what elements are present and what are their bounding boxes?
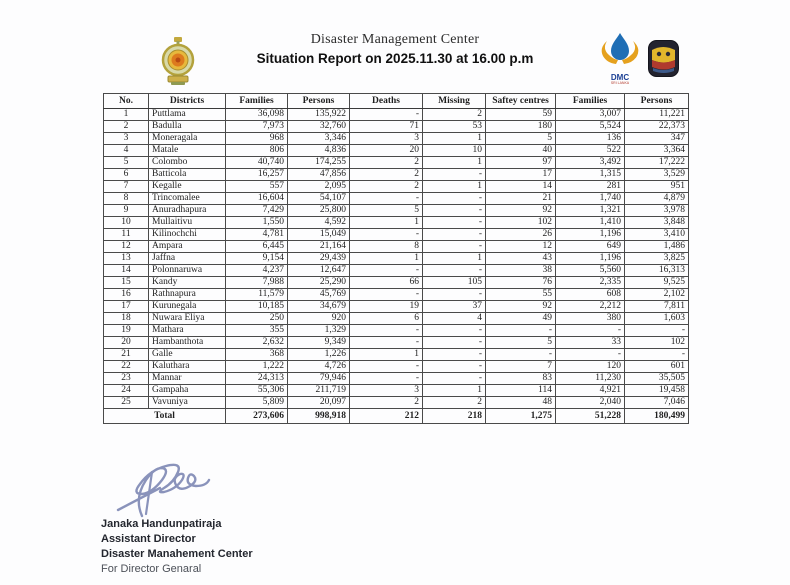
value-cell: -	[556, 349, 625, 361]
value-cell: 5	[486, 337, 556, 349]
row-number-cell: 21	[104, 349, 149, 361]
value-cell: 114	[486, 385, 556, 397]
value-cell: 1	[350, 349, 423, 361]
value-cell: -	[350, 337, 423, 349]
row-number-cell: 17	[104, 301, 149, 313]
row-number-cell: 10	[104, 217, 149, 229]
district-cell: Batticola	[149, 169, 226, 181]
value-cell: 1	[423, 133, 486, 145]
value-cell: -	[423, 337, 486, 349]
table-row	[104, 181, 689, 193]
table-row	[104, 121, 689, 133]
table-row	[104, 229, 689, 241]
value-cell: -	[423, 229, 486, 241]
table-row	[104, 133, 689, 145]
value-cell: 1,196	[556, 229, 625, 241]
value-cell: 174,255	[288, 157, 350, 169]
value-cell: 66	[350, 277, 423, 289]
signature-block	[101, 517, 253, 577]
table-row	[104, 385, 689, 397]
value-cell: 36,098	[226, 109, 288, 121]
district-cell: Jaffna	[149, 253, 226, 265]
value-cell: 4,592	[288, 217, 350, 229]
table-row	[104, 253, 689, 265]
value-cell: 19,458	[625, 385, 689, 397]
row-number-cell: 1	[104, 109, 149, 121]
value-cell: 2	[350, 157, 423, 169]
value-cell: 7,988	[226, 277, 288, 289]
value-cell: 355	[226, 325, 288, 337]
value-cell: 8	[350, 241, 423, 253]
value-cell: -	[625, 349, 689, 361]
value-cell: 2,632	[226, 337, 288, 349]
district-cell: Vavuniya	[149, 397, 226, 409]
value-cell: 5,809	[226, 397, 288, 409]
situation-table-wrap	[103, 93, 689, 424]
table-row	[104, 109, 689, 121]
row-number-cell: 12	[104, 241, 149, 253]
value-cell: 2	[423, 397, 486, 409]
value-cell: 4,781	[226, 229, 288, 241]
value-cell: 21,164	[288, 241, 350, 253]
total-label-cell: Total	[104, 409, 226, 424]
value-cell: 37	[423, 301, 486, 313]
value-cell: 43	[486, 253, 556, 265]
value-cell: 1,315	[556, 169, 625, 181]
signatory-name: Janaka Handunpatiraja	[101, 518, 222, 530]
district-cell: Matale	[149, 145, 226, 157]
value-cell: 250	[226, 313, 288, 325]
value-cell: 11,230	[556, 373, 625, 385]
value-cell: 368	[226, 349, 288, 361]
value-cell: 4,237	[226, 265, 288, 277]
total-value-cell: 1,275	[486, 409, 556, 424]
signatory-org: Disaster Manahement Center	[101, 548, 253, 560]
value-cell: 79,946	[288, 373, 350, 385]
table-total-row	[104, 409, 689, 424]
value-cell: 3,346	[288, 133, 350, 145]
column-header: Families	[556, 94, 625, 109]
value-cell: 12	[486, 241, 556, 253]
district-cell: Rathnapura	[149, 289, 226, 301]
value-cell: 3,825	[625, 253, 689, 265]
value-cell: 14	[486, 181, 556, 193]
table-row	[104, 241, 689, 253]
table-row	[104, 169, 689, 181]
value-cell: 40	[486, 145, 556, 157]
value-cell: 1,486	[625, 241, 689, 253]
table-header-row	[104, 94, 689, 109]
value-cell: -	[625, 325, 689, 337]
value-cell: 12,647	[288, 265, 350, 277]
table-row	[104, 145, 689, 157]
value-cell: 4	[423, 313, 486, 325]
row-number-cell: 11	[104, 229, 149, 241]
value-cell: 71	[350, 121, 423, 133]
value-cell: -	[423, 241, 486, 253]
value-cell: 2,040	[556, 397, 625, 409]
value-cell: 1	[350, 253, 423, 265]
district-cell: Gampaha	[149, 385, 226, 397]
value-cell: 2,335	[556, 277, 625, 289]
value-cell: 3,529	[625, 169, 689, 181]
value-cell: 38	[486, 265, 556, 277]
value-cell: 24,313	[226, 373, 288, 385]
value-cell: 3,410	[625, 229, 689, 241]
value-cell: 1,196	[556, 253, 625, 265]
column-header: Districts	[149, 94, 226, 109]
value-cell: 76	[486, 277, 556, 289]
value-cell: 34,679	[288, 301, 350, 313]
value-cell: 49	[486, 313, 556, 325]
value-cell: 22,373	[625, 121, 689, 133]
table-row	[104, 205, 689, 217]
row-number-cell: 16	[104, 289, 149, 301]
value-cell: 3,007	[556, 109, 625, 121]
row-number-cell: 7	[104, 181, 149, 193]
total-value-cell: 212	[350, 409, 423, 424]
value-cell: -	[423, 361, 486, 373]
column-header: Persons	[625, 94, 689, 109]
value-cell: 10	[423, 145, 486, 157]
value-cell: 20	[350, 145, 423, 157]
value-cell: 1,740	[556, 193, 625, 205]
value-cell: 3,364	[625, 145, 689, 157]
district-cell: Hambanthota	[149, 337, 226, 349]
district-cell: Galle	[149, 349, 226, 361]
value-cell: 3,492	[556, 157, 625, 169]
value-cell: -	[423, 349, 486, 361]
value-cell: 7,046	[625, 397, 689, 409]
value-cell: 2	[423, 109, 486, 121]
value-cell: 54,107	[288, 193, 350, 205]
value-cell: 15,049	[288, 229, 350, 241]
district-cell: Anuradhapura	[149, 205, 226, 217]
value-cell: 7,811	[625, 301, 689, 313]
row-number-cell: 24	[104, 385, 149, 397]
value-cell: 920	[288, 313, 350, 325]
value-cell: 1,222	[226, 361, 288, 373]
value-cell: -	[350, 361, 423, 373]
value-cell: 380	[556, 313, 625, 325]
value-cell: 92	[486, 205, 556, 217]
value-cell: -	[486, 325, 556, 337]
district-cell: Badulla	[149, 121, 226, 133]
row-number-cell: 18	[104, 313, 149, 325]
table-row	[104, 265, 689, 277]
value-cell: 1	[423, 181, 486, 193]
table-row	[104, 301, 689, 313]
value-cell: 601	[625, 361, 689, 373]
table-row	[104, 313, 689, 325]
district-cell: Nuwara Eliya	[149, 313, 226, 325]
value-cell: 25,290	[288, 277, 350, 289]
value-cell: 9,349	[288, 337, 350, 349]
dmc-drop-hands-icon	[597, 31, 643, 69]
table-row	[104, 277, 689, 289]
value-cell: 180	[486, 121, 556, 133]
value-cell: 1,410	[556, 217, 625, 229]
value-cell: -	[556, 325, 625, 337]
value-cell: 33	[556, 337, 625, 349]
row-number-cell: 20	[104, 337, 149, 349]
value-cell: 951	[625, 181, 689, 193]
row-number-cell: 22	[104, 361, 149, 373]
value-cell: -	[423, 265, 486, 277]
value-cell: 7	[486, 361, 556, 373]
value-cell: 17	[486, 169, 556, 181]
value-cell: 25,800	[288, 205, 350, 217]
value-cell: 48	[486, 397, 556, 409]
value-cell: -	[423, 289, 486, 301]
value-cell: 10,185	[226, 301, 288, 313]
value-cell: 136	[556, 133, 625, 145]
value-cell: 4,836	[288, 145, 350, 157]
value-cell: -	[350, 109, 423, 121]
row-number-cell: 14	[104, 265, 149, 277]
value-cell: 83	[486, 373, 556, 385]
district-cell: Polonnaruwa	[149, 265, 226, 277]
value-cell: 1,226	[288, 349, 350, 361]
row-number-cell: 19	[104, 325, 149, 337]
value-cell: 806	[226, 145, 288, 157]
table-row	[104, 397, 689, 409]
dmc-logo	[597, 31, 643, 85]
column-header: No.	[104, 94, 149, 109]
value-cell: -	[423, 205, 486, 217]
column-header: Persons	[288, 94, 350, 109]
district-cell: Kurunegala	[149, 301, 226, 313]
row-number-cell: 15	[104, 277, 149, 289]
value-cell: 1,321	[556, 205, 625, 217]
district-cell: Kilinochchi	[149, 229, 226, 241]
value-cell: 102	[486, 217, 556, 229]
value-cell: 11,221	[625, 109, 689, 121]
dmc-logo-sublabel: SRI LANKA	[610, 81, 630, 85]
district-cell: Trincomalee	[149, 193, 226, 205]
district-cell: Kegalle	[149, 181, 226, 193]
district-cell: Mathara	[149, 325, 226, 337]
total-value-cell: 998,918	[288, 409, 350, 424]
value-cell: 9,154	[226, 253, 288, 265]
row-number-cell: 9	[104, 205, 149, 217]
value-cell: 53	[423, 121, 486, 133]
value-cell: 26	[486, 229, 556, 241]
value-cell: 17,222	[625, 157, 689, 169]
value-cell: -	[423, 325, 486, 337]
district-cell: Moneragala	[149, 133, 226, 145]
value-cell: 55	[486, 289, 556, 301]
table-row	[104, 349, 689, 361]
row-number-cell: 8	[104, 193, 149, 205]
value-cell: -	[423, 373, 486, 385]
value-cell: 9,525	[625, 277, 689, 289]
table-row	[104, 193, 689, 205]
signatory-for: For Director Genaral	[101, 563, 202, 575]
value-cell: 5	[350, 205, 423, 217]
table-row	[104, 289, 689, 301]
value-cell: 5,524	[556, 121, 625, 133]
value-cell: 20,097	[288, 397, 350, 409]
table-body	[104, 109, 689, 424]
value-cell: 16,313	[625, 265, 689, 277]
value-cell: 4,921	[556, 385, 625, 397]
value-cell: -	[423, 217, 486, 229]
value-cell: 47,856	[288, 169, 350, 181]
district-cell: Puttlama	[149, 109, 226, 121]
value-cell: 7,429	[226, 205, 288, 217]
handwritten-signature	[112, 458, 222, 520]
district-cell: Colombo	[149, 157, 226, 169]
value-cell: 97	[486, 157, 556, 169]
total-value-cell: 180,499	[625, 409, 689, 424]
org-title: Disaster Management Center	[310, 32, 480, 47]
value-cell: 347	[625, 133, 689, 145]
value-cell: 3	[350, 133, 423, 145]
value-cell: 135,922	[288, 109, 350, 121]
table-row	[104, 337, 689, 349]
column-header: Saftey centres	[486, 94, 556, 109]
row-number-cell: 3	[104, 133, 149, 145]
value-cell: 16,257	[226, 169, 288, 181]
value-cell: 1,550	[226, 217, 288, 229]
district-cell: Mullaitivu	[149, 217, 226, 229]
value-cell: 102	[625, 337, 689, 349]
column-header: Families	[226, 94, 288, 109]
value-cell: 608	[556, 289, 625, 301]
value-cell: 3,848	[625, 217, 689, 229]
value-cell: 6	[350, 313, 423, 325]
value-cell: 35,505	[625, 373, 689, 385]
value-cell: 211,719	[288, 385, 350, 397]
value-cell: -	[350, 229, 423, 241]
value-cell: 4,879	[625, 193, 689, 205]
table-row	[104, 325, 689, 337]
value-cell: 2,095	[288, 181, 350, 193]
row-number-cell: 4	[104, 145, 149, 157]
value-cell: 5	[486, 133, 556, 145]
value-cell: 45,769	[288, 289, 350, 301]
table-row	[104, 361, 689, 373]
value-cell: 557	[226, 181, 288, 193]
value-cell: 3	[350, 385, 423, 397]
value-cell: 968	[226, 133, 288, 145]
value-cell: 3,978	[625, 205, 689, 217]
value-cell: -	[423, 169, 486, 181]
value-cell: 2,102	[625, 289, 689, 301]
value-cell: 2	[350, 169, 423, 181]
value-cell: 2	[350, 181, 423, 193]
value-cell: 4,726	[288, 361, 350, 373]
value-cell: -	[350, 265, 423, 277]
column-header: Missing	[423, 94, 486, 109]
row-number-cell: 23	[104, 373, 149, 385]
column-header: Deaths	[350, 94, 423, 109]
row-number-cell: 13	[104, 253, 149, 265]
value-cell: 29,439	[288, 253, 350, 265]
value-cell: -	[350, 373, 423, 385]
district-cell: Ampara	[149, 241, 226, 253]
signatory-title: Assistant Director	[101, 533, 196, 545]
value-cell: -	[350, 193, 423, 205]
district-cell: Mannar	[149, 373, 226, 385]
value-cell: 1	[423, 157, 486, 169]
value-cell: 40,740	[226, 157, 288, 169]
value-cell: 2	[350, 397, 423, 409]
value-cell: 281	[556, 181, 625, 193]
value-cell: 55,306	[226, 385, 288, 397]
total-value-cell: 218	[423, 409, 486, 424]
district-cell: Kaluthara	[149, 361, 226, 373]
row-number-cell: 25	[104, 397, 149, 409]
district-cell: Kandy	[149, 277, 226, 289]
value-cell: 11,579	[226, 289, 288, 301]
table-row	[104, 217, 689, 229]
total-value-cell: 273,606	[226, 409, 288, 424]
value-cell: 120	[556, 361, 625, 373]
value-cell: 32,760	[288, 121, 350, 133]
row-number-cell: 5	[104, 157, 149, 169]
value-cell: -	[423, 193, 486, 205]
situation-table	[103, 93, 689, 424]
total-value-cell: 51,228	[556, 409, 625, 424]
row-number-cell: 6	[104, 169, 149, 181]
value-cell: 5,560	[556, 265, 625, 277]
value-cell: 19	[350, 301, 423, 313]
report-title: Situation Report on 2025.11.30 at 16.00 p.m	[256, 51, 534, 66]
value-cell: 1	[350, 217, 423, 229]
value-cell: 21	[486, 193, 556, 205]
value-cell: 6,445	[226, 241, 288, 253]
value-cell: 92	[486, 301, 556, 313]
table-row	[104, 373, 689, 385]
value-cell: 2,212	[556, 301, 625, 313]
value-cell: 1,603	[625, 313, 689, 325]
value-cell: 7,973	[226, 121, 288, 133]
row-number-cell: 2	[104, 121, 149, 133]
value-cell: 1	[423, 253, 486, 265]
value-cell: 105	[423, 277, 486, 289]
value-cell: 1,329	[288, 325, 350, 337]
value-cell: 16,604	[226, 193, 288, 205]
value-cell: -	[486, 349, 556, 361]
value-cell: 649	[556, 241, 625, 253]
value-cell: -	[350, 289, 423, 301]
ministry-logo	[648, 40, 679, 77]
value-cell: 522	[556, 145, 625, 157]
value-cell: 59	[486, 109, 556, 121]
table-row	[104, 157, 689, 169]
value-cell: -	[350, 325, 423, 337]
report-header	[0, 28, 790, 90]
dmc-logo-label: DMC	[610, 73, 630, 82]
value-cell: 1	[423, 385, 486, 397]
